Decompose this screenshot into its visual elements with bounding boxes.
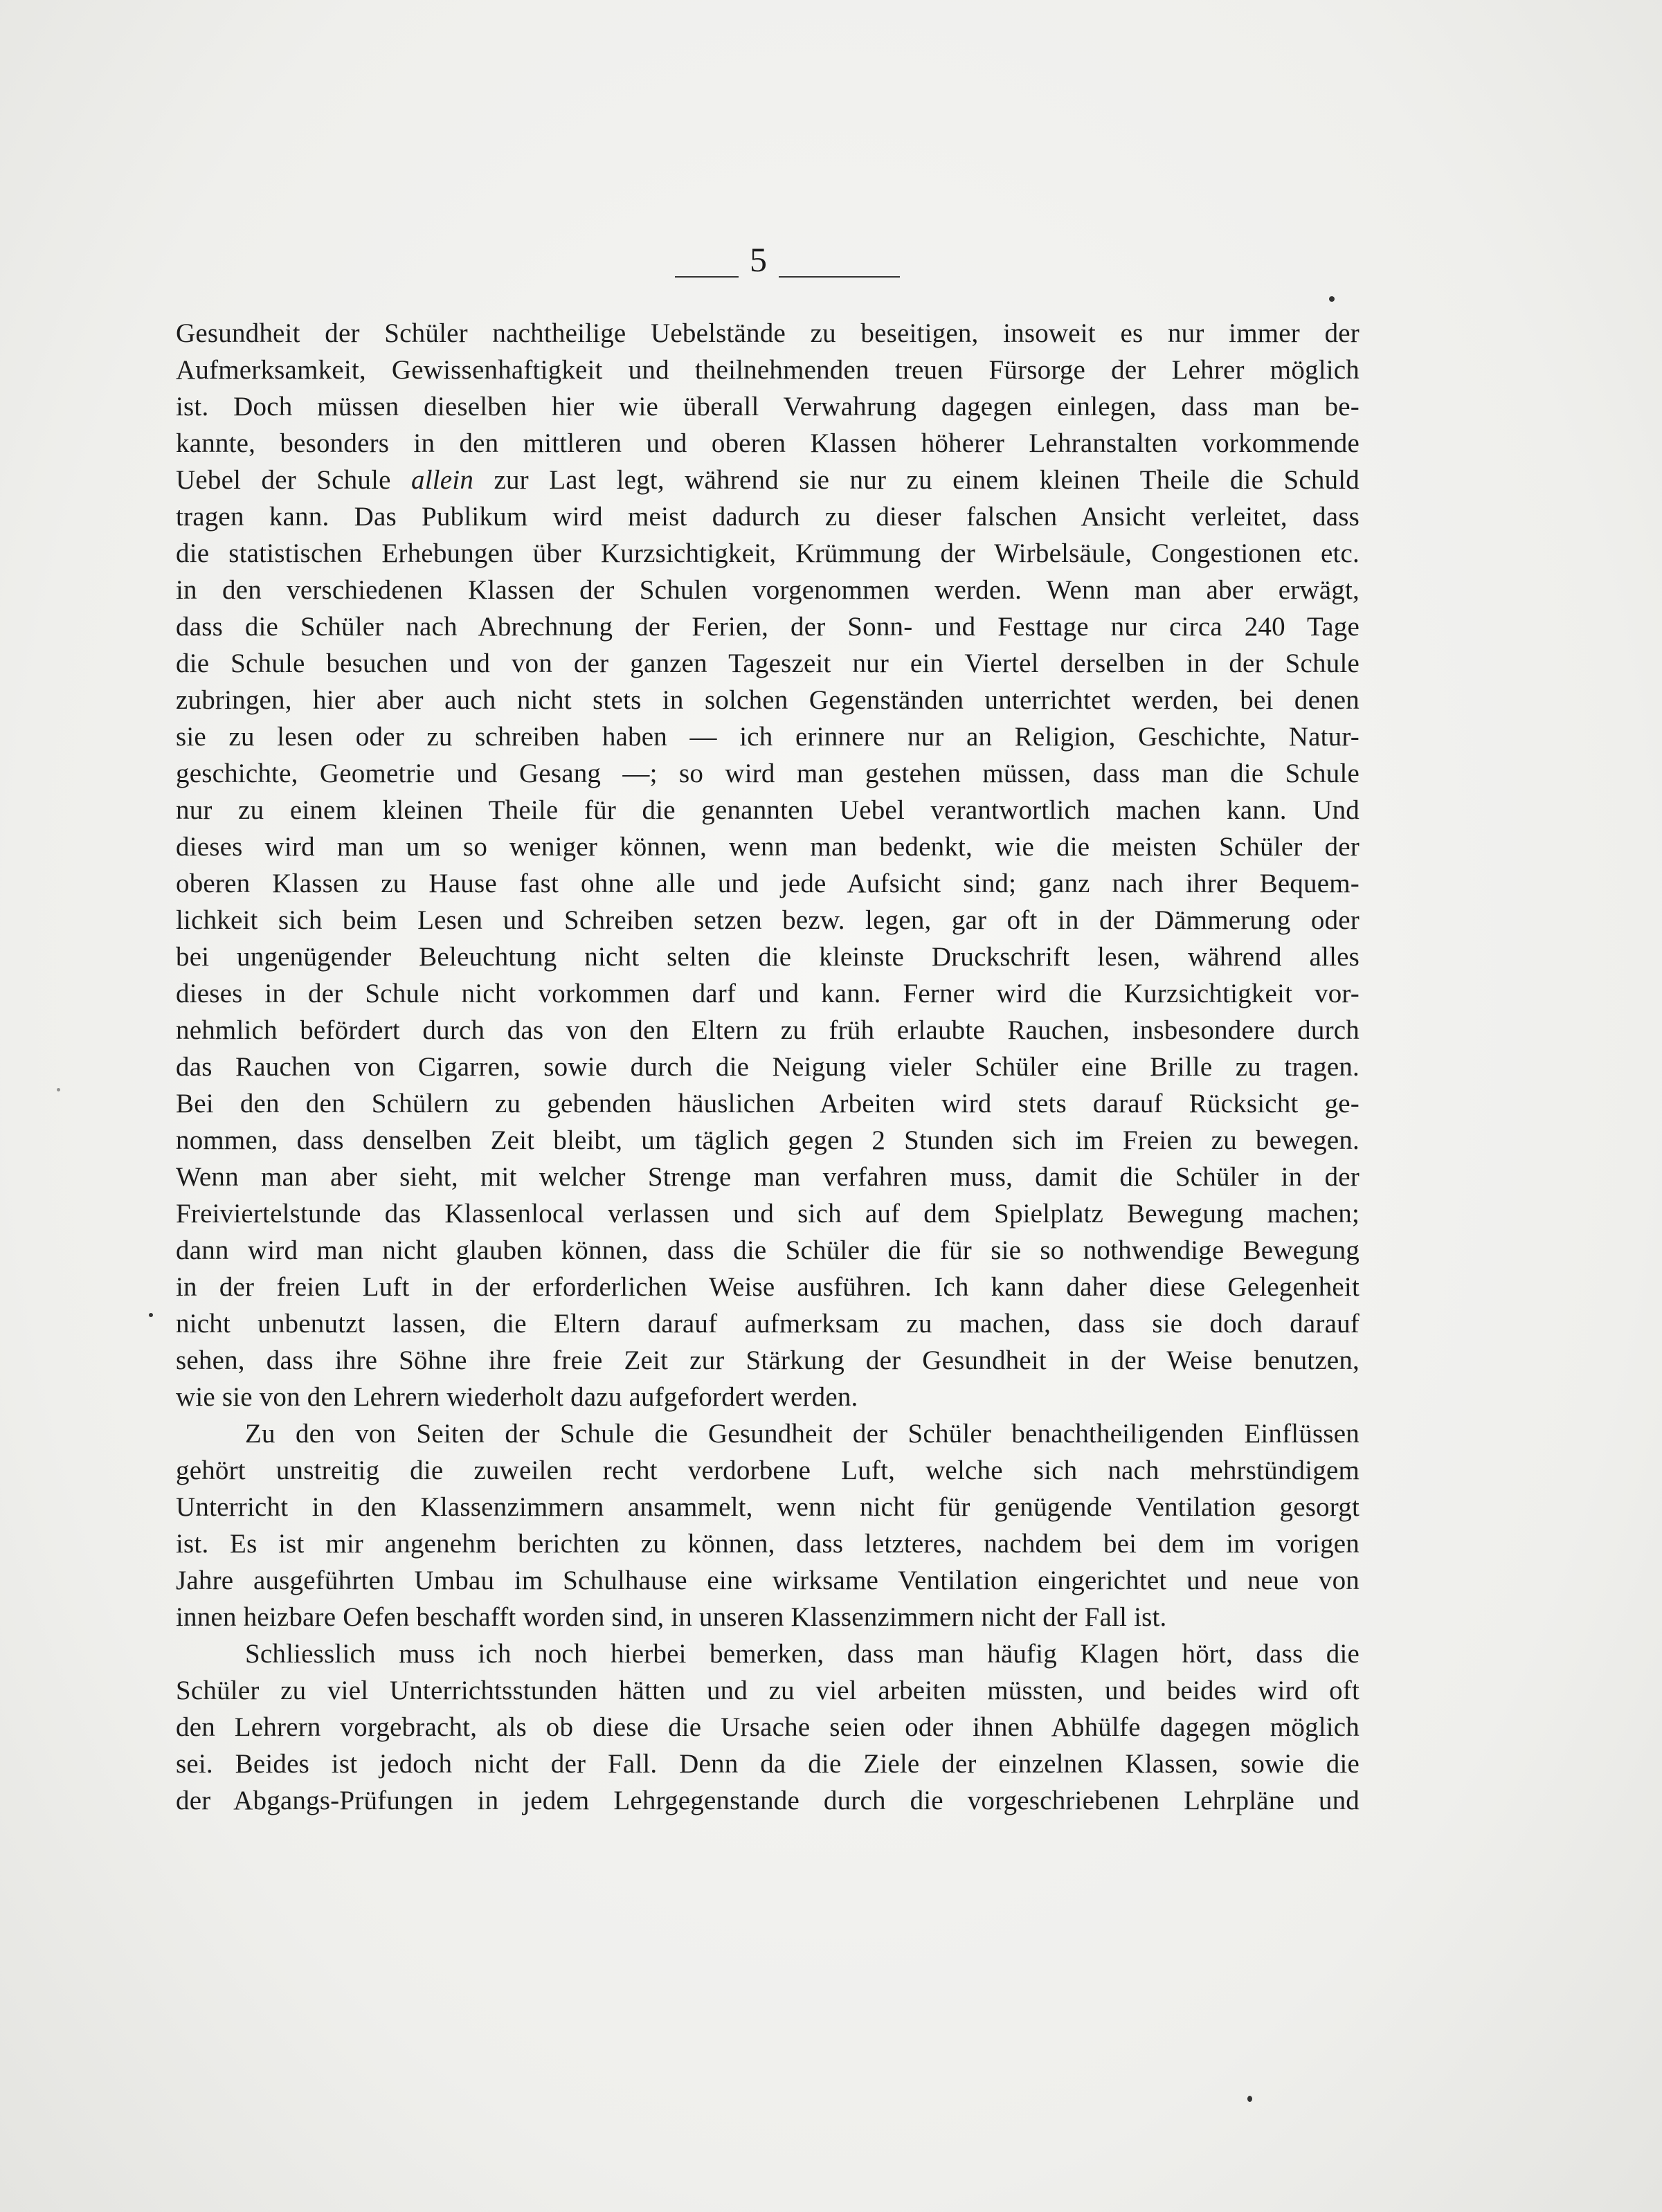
text-line: in den verschiedenen Klassen der Schulen vorgenommen werden. Wenn man aber erwägt, (176, 575, 1360, 605)
text-line: ist. Es ist mir angenehm berichten zu können, dass letzteres, nachdem bei dem im vorigen (176, 1529, 1360, 1559)
page-header (675, 239, 903, 280)
text-line: oberen Klassen zu Hause fast ohne alle und jede Aufsicht sind; ganz nach ihrer Bequem- (176, 869, 1360, 898)
body-text (176, 315, 1360, 1819)
text-segment: zur Last legt, während sie nur zu einem kleinen Theile die Schuld (494, 465, 1360, 495)
scan-speck (149, 1313, 153, 1317)
text-line: sie zu lesen oder zu schreiben haben — ich erinnere nur an Religion, Geschichte, Natur- (176, 722, 1360, 752)
text-line: Schliesslich muss ich noch hierbei bemerken, dass man häufig Klagen hört, dass die (245, 1639, 1360, 1669)
text-line: Wenn man aber sieht, mit welcher Strenge man verfahren muss, damit die Schüler in der (176, 1162, 1360, 1192)
text-line: gehört unstreitig die zuweilen recht verdorbene Luft, welche sich nach mehrstündigem (176, 1456, 1360, 1485)
text-line: lichkeit sich beim Lesen und Schreiben setzen bezw. legen, gar oft in der Dämmerung oder (176, 905, 1360, 935)
text-line: den Lehrern vorgebracht, als ob diese die Ursache seien oder ihnen Abhülfe dagegen möglich (176, 1712, 1360, 1742)
text-line: wie sie von den Lehrern wiederholt dazu aufgefordert werden. (176, 1382, 858, 1412)
text-line: die statistischen Erhebungen über Kurzsichtigkeit, Krümmung der Wirbelsäule, Congestionen etc. (176, 538, 1360, 568)
text-line: sei. Beides ist jedoch nicht der Fall. Denn da die Ziele der einzelnen Klassen, sowie die (176, 1749, 1360, 1779)
text-line: dann wird man nicht glauben können, dass die Schüler die für sie so nothwendige Bewegung (176, 1235, 1360, 1265)
header-rule-right (779, 276, 900, 278)
text-line: Jahre ausgeführten Umbau im Schulhause eine wirksame Ventilation eingerichtet und neue von (176, 1566, 1360, 1595)
text-line: Bei den den Schülern zu gebenden häuslichen Arbeiten wird stets darauf Rücksicht ge- (176, 1089, 1360, 1118)
text-line: Zu den von Seiten der Schule die Gesundheit der Schüler benachtheiligenden Einflüssen (245, 1419, 1360, 1449)
text-line (176, 462, 1360, 498)
text-line: nommen, dass denselben Zeit bleibt, um täglich gegen 2 Stunden sich im Freien zu bewegen. (176, 1125, 1360, 1155)
text-line: Unterricht in den Klassenzimmern ansammelt, wenn nicht für genügende Ventilation gesorgt (176, 1492, 1360, 1522)
scan-speck (1247, 2096, 1252, 2102)
text-line: kannte, besonders in den mittleren und oberen Klassen höherer Lehranstalten vorkommende (176, 428, 1360, 458)
text-line: dieses wird man um so weniger können, wenn man bedenkt, wie die meisten Schüler der (176, 832, 1360, 862)
text-line: geschichte, Geometrie und Gesang —; so wird man gestehen müssen, dass man die Schule (176, 759, 1360, 788)
text-line: ist. Doch müssen dieselben hier wie überall Verwahrung dagegen einlegen, dass man be- (176, 392, 1360, 421)
text-line: die Schule besuchen und von der ganzen Tageszeit nur ein Viertel derselben in der Schule (176, 649, 1360, 678)
text-line: Schüler zu viel Unterrichtsstunden hätten und zu viel arbeiten müssten, und beides wird oft (176, 1676, 1360, 1705)
text-line: nicht unbenutzt lassen, die Eltern darauf aufmerksam zu machen, dass sie doch darauf (176, 1309, 1360, 1339)
text-line: nehmlich befördert durch das von den Eltern zu früh erlaubte Rauchen, insbesondere durch (176, 1015, 1360, 1045)
text-line: Aufmerksamkeit, Gewissenhaftigkeit und theilnehmenden treuen Fürsorge der Lehrer möglich (176, 355, 1360, 385)
header-rule-left (675, 276, 739, 278)
italic-word: allein (411, 465, 474, 495)
text-line: nur zu einem kleinen Theile für die genannten Uebel verantwortlich machen kann. Und (176, 795, 1360, 825)
text-line: Gesundheit der Schüler nachtheilige Uebelstände zu beseitigen, insoweit es nur immer der (176, 318, 1360, 348)
scan-speck (1329, 296, 1335, 302)
text-line: tragen kann. Das Publikum wird meist dadurch zu dieser falschen Ansicht verleitet, dass (176, 502, 1360, 532)
text-line: dass die Schüler nach Abrechnung der Ferien, der Sonn- und Festtage nur circa 240 Tage (176, 612, 1360, 642)
page-number: 5 (750, 240, 767, 279)
text-line: der Abgangs-Prüfungen in jedem Lehrgegenstande durch die vorgeschriebenen Lehrpläne und (176, 1786, 1360, 1815)
text-line: bei ungenügender Beleuchtung nicht selten die kleinste Druckschrift lesen, während alles (176, 942, 1360, 972)
text-line: dieses in der Schule nicht vorkommen darf und kann. Ferner wird die Kurzsichtigkeit vor- (176, 979, 1360, 1008)
text-line: in der freien Luft in der erforderlichen Weise ausführen. Ich kann daher diese Gelegenheit (176, 1272, 1360, 1302)
text-line: Freiviertelstunde das Klassenlocal verlassen und sich auf dem Spielplatz Bewegung machen; (176, 1199, 1360, 1229)
text-line: sehen, dass ihre Söhne ihre freie Zeit zur Stärkung der Gesundheit in der Weise benutzen, (176, 1345, 1360, 1375)
scan-speck (57, 1088, 60, 1091)
text-line: das Rauchen von Cigarren, sowie durch die Neigung vieler Schüler eine Brille zu tragen. (176, 1052, 1360, 1082)
text-segment: Uebel der Schule (176, 465, 391, 495)
text-line: innen heizbare Oefen beschafft worden sind, in unseren Klassenzimmern nicht der Fall ist. (176, 1602, 1167, 1632)
text-line: zubringen, hier aber auch nicht stets in solchen Gegenständen unterrichtet werden, bei denen (176, 685, 1360, 715)
